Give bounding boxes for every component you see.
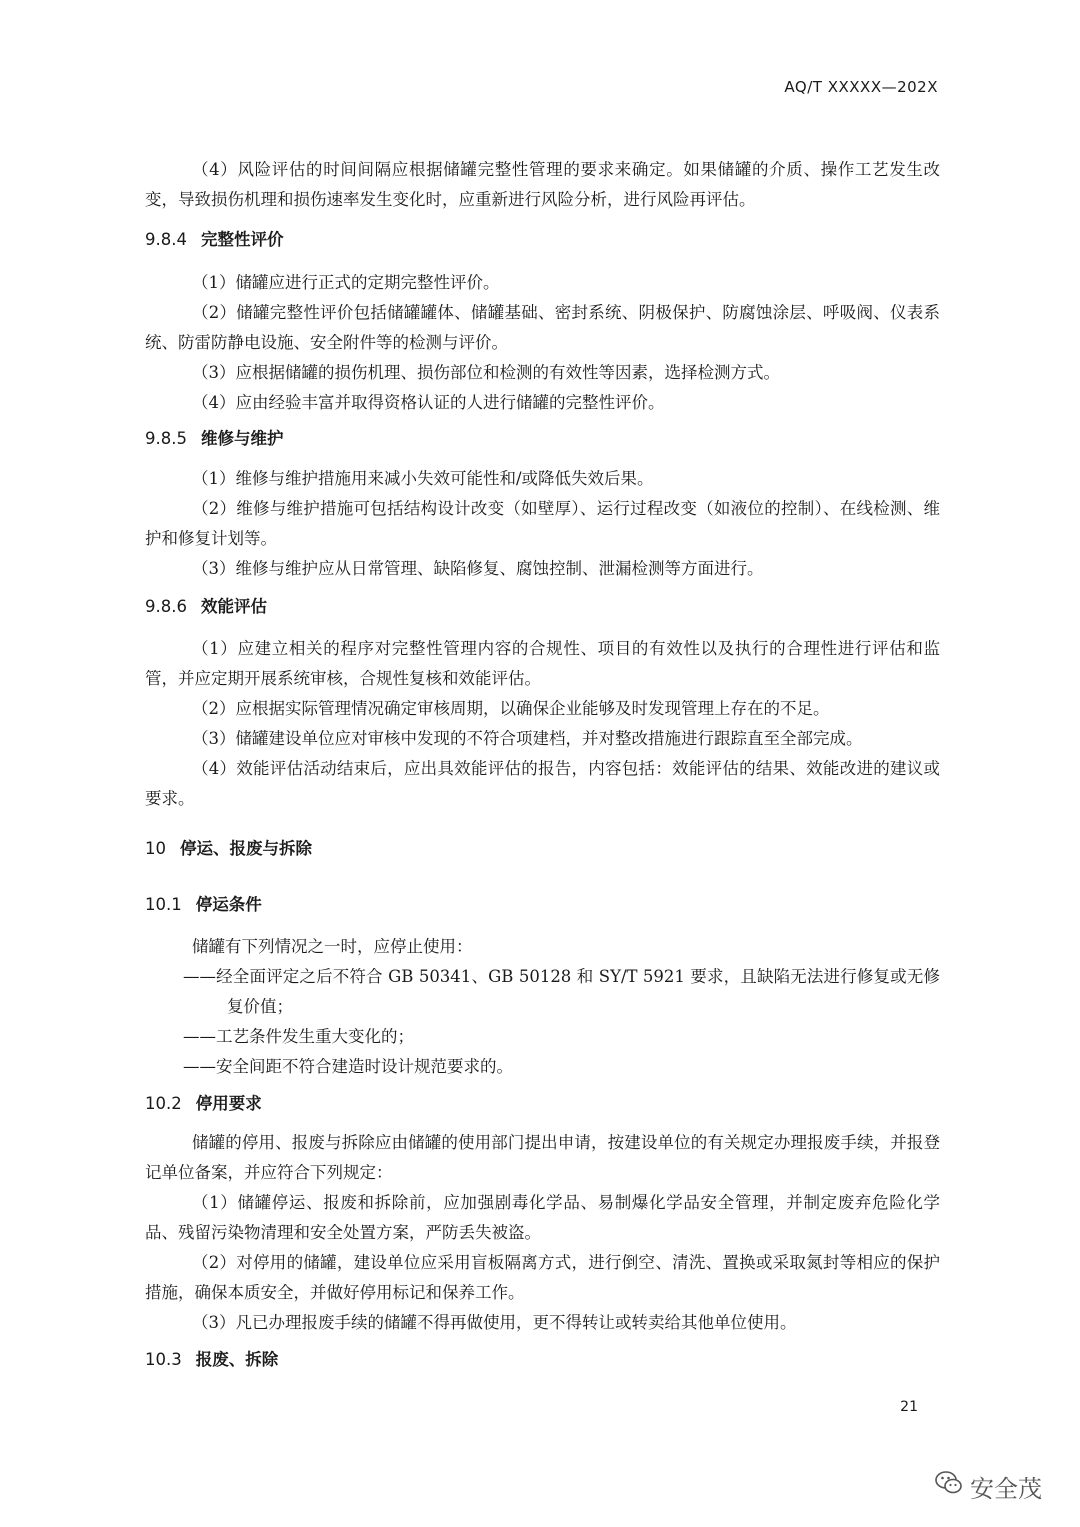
intro-block [145,155,940,215]
section-body-9-8-6 [145,634,940,814]
section-heading-10-1 [145,891,262,919]
chapter-number: 10 [145,839,166,858]
list-item: （3）凡已办理报废手续的储罐不得再做使用，更不得转让或转卖给其他单位使用。 [192,1313,797,1332]
section-body-10-1 [145,932,940,1082]
list-item: （1）储罐停运、报废和拆除前，应加强剧毒化学品、易制爆化学品安全管理，并制定废弃危险化学品、残留污染物清理和安全处置方案，严防丢失被盗。 [145,1193,940,1242]
lead-paragraph: 储罐的停用、报废与拆除应由储罐的使用部门提出申请，按建设单位的有关规定办理报废手续，并报登记单位备案，并应符合下列规定： [145,1133,940,1182]
list-item: （1）应建立相关的程序对完整性管理内容的合规性、项目的有效性以及执行的合理性进行评估和监管，并应定期开展系统审核，合规性复核和效能评估。 [145,639,940,688]
section-number: 9.8.6 [145,597,187,616]
section-heading-10-2 [145,1090,262,1118]
list-item: （3）维修与维护应从日常管理、缺陷修复、腐蚀控制、泄漏检测等方面进行。 [192,559,764,578]
dash-item: ——工艺条件发生重大变化的； [183,1027,414,1046]
standard-code: AQ/T XXXXX—202X [784,78,938,96]
section-title: 停运条件 [195,895,262,914]
section-title: 效能评估 [200,597,267,616]
section-body-9-8-4 [145,268,940,418]
list-item: （1）维修与维护措施用来减小失效可能性和/或降低失效后果。 [192,469,654,488]
dash-item: ——经全面评定之后不符合 GB 50341、GB 50128 和 SY/T 5921 要求，且缺陷无法进行修复或无修复价值； [183,967,940,1016]
dash-item: ——安全间距不符合建造时设计规范要求的。 [183,1057,513,1076]
list-item: （1）储罐应进行正式的定期完整性评价。 [192,273,500,292]
section-number: 9.8.5 [145,429,187,448]
list-item: （3）储罐建设单位应对审核中发现的不符合项建档，并对整改措施进行跟踪直至全部完成。 [192,729,863,748]
chapter-title: 停运、报废与拆除 [180,839,312,858]
section-title: 维修与维护 [200,429,284,448]
list-item: （2）应根据实际管理情况确定审核周期，以确保企业能够及时发现管理上存在的不足。 [192,699,830,718]
lead-paragraph: 储罐有下列情况之一时，应停止使用： [192,937,473,956]
section-heading-9-8-5 [145,425,283,453]
section-number: 10.2 [145,1094,182,1113]
list-item: （4）应由经验丰富并取得资格认证的人进行储罐的完整性评价。 [192,393,665,412]
section-heading-10-3 [145,1346,278,1374]
section-number: 9.8.4 [145,230,187,249]
section-title: 报废、拆除 [195,1350,279,1369]
list-item: （2）维修与维护措施可包括结构设计改变（如壁厚）、运行过程改变（如液位的控制）、在线检测、维护和修复计划等。 [145,499,940,548]
watermark [934,1468,1042,1504]
page-number: 21 [900,1399,918,1415]
section-heading-9-8-6 [145,593,267,621]
list-item: （2）储罐完整性评价包括储罐罐体、储罐基础、密封系统、阴极保护、防腐蚀涂层、呼吸阀、仪表系统、防雷防静电设施、安全附件等的检测与评价。 [145,303,940,352]
list-item: （3）应根据储罐的损伤机理、损伤部位和检测的有效性等因素，选择检测方式。 [192,363,780,382]
list-item: （2）对停用的储罐，建设单位应采用盲板隔离方式，进行倒空、清洗、置换或采取氮封等相应的保护措施，确保本质安全，并做好停用标记和保养工作。 [145,1253,940,1302]
watermark-text: 安全茂 [970,1474,1042,1503]
list-item: （4）效能评估活动结束后，应出具效能评估的报告，内容包括：效能评估的结果、效能改进的建议或要求。 [145,759,940,808]
section-number: 10.1 [145,895,182,914]
chapter-heading-10 [145,835,312,863]
section-title: 完整性评价 [200,230,284,249]
section-body-9-8-5 [145,464,940,584]
section-heading-9-8-4 [145,226,283,254]
section-number: 10.3 [145,1350,182,1369]
wechat-icon [934,1468,964,1504]
paragraph: （4）风险评估的时间间隔应根据储罐完整性管理的要求来确定。如果储罐的介质、操作工艺发生改变，导致损伤机理和损伤速率发生变化时，应重新进行风险分析，进行风险再评估。 [145,160,940,209]
section-body-10-2 [145,1128,940,1338]
section-title: 停用要求 [195,1094,262,1113]
